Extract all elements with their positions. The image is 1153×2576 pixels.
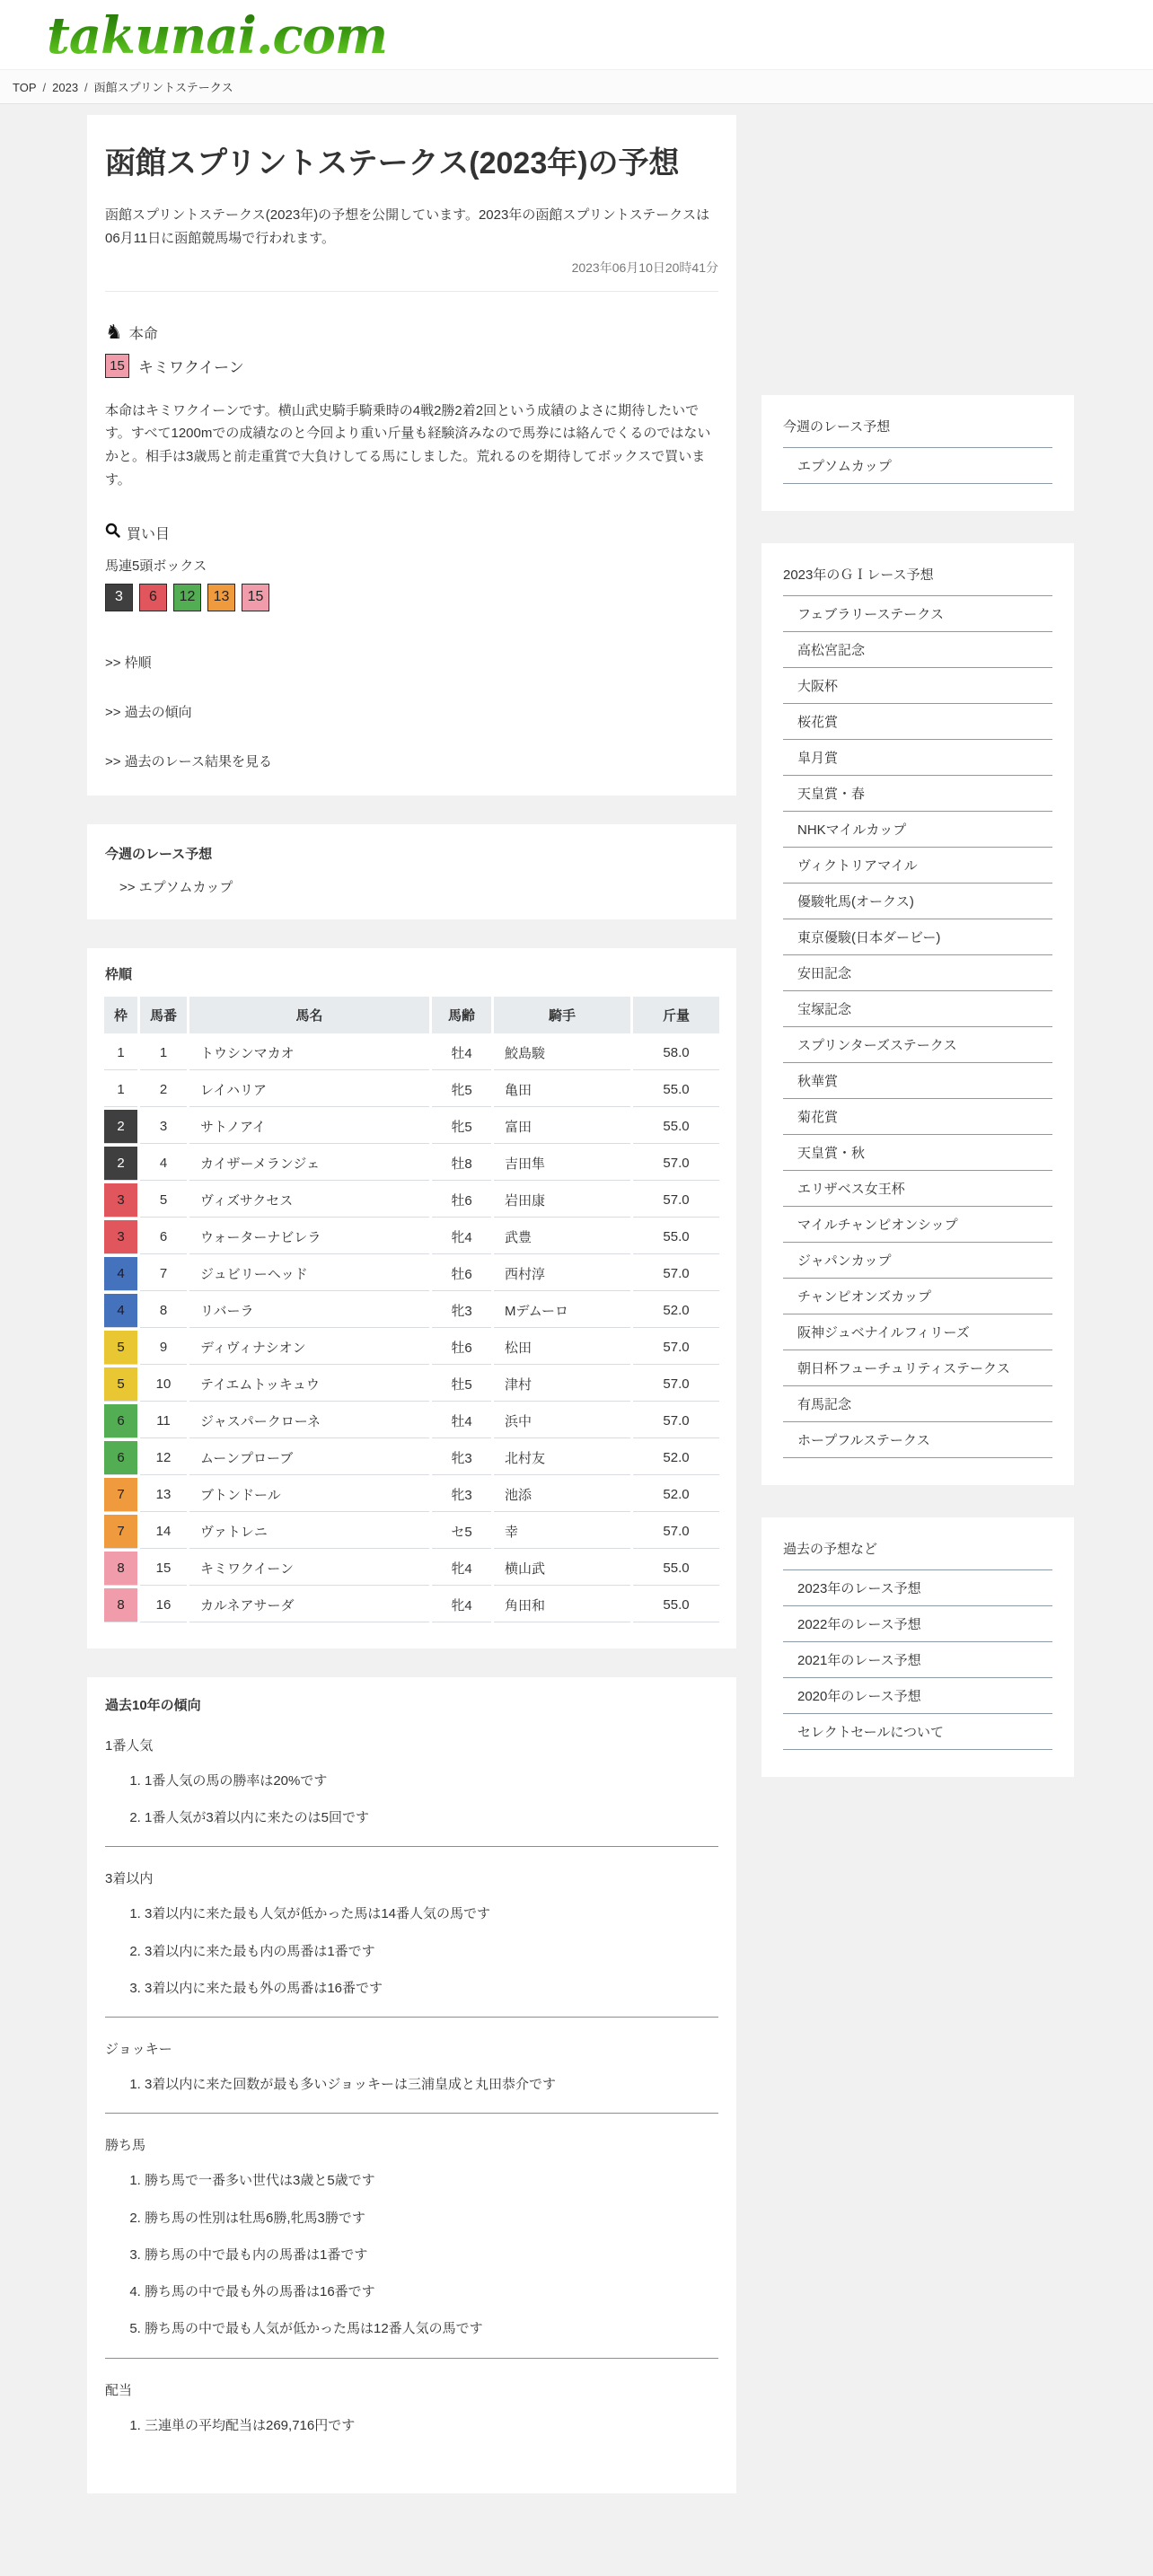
horse-age-cell: 牝5 bbox=[432, 1073, 491, 1107]
sidebar-item-link[interactable]: ヴィクトリアマイル bbox=[783, 848, 1052, 884]
table-row bbox=[104, 1588, 719, 1622]
trend-item: 2. 3着以内に来た最も内の馬番は1番です bbox=[145, 1941, 718, 1962]
jockey-cell: 津村 bbox=[494, 1367, 630, 1402]
sidebar-item-link[interactable]: チャンピオンズカップ bbox=[783, 1279, 1052, 1314]
weight-cell: 55.0 bbox=[633, 1110, 719, 1144]
horse-name-cell: レイハリア bbox=[189, 1073, 429, 1107]
trend-item: 5. 勝ち馬の中で最も人気が低かった馬は12番人気の馬です bbox=[145, 2318, 718, 2339]
column-header: 斤量 bbox=[633, 997, 719, 1033]
sidebar-list-item bbox=[783, 1027, 1052, 1063]
trend-list bbox=[105, 2170, 718, 2339]
divider bbox=[105, 1846, 718, 1847]
trend-list bbox=[105, 2415, 718, 2436]
sidebar-list-item bbox=[783, 919, 1052, 955]
weight-cell: 55.0 bbox=[633, 1552, 719, 1586]
waku-cell: 3 bbox=[104, 1183, 137, 1218]
weight-cell: 57.0 bbox=[633, 1147, 719, 1181]
sidebar-item-link[interactable]: 宝塚記念 bbox=[783, 991, 1052, 1027]
page-body bbox=[0, 104, 1153, 2576]
breadcrumb-separator: / bbox=[42, 80, 47, 94]
sidebar-list-item bbox=[783, 848, 1052, 884]
waku-cell: 8 bbox=[104, 1552, 137, 1586]
weight-cell: 57.0 bbox=[633, 1367, 719, 1402]
sidebar-list bbox=[783, 448, 1052, 484]
sidebar-item-link[interactable]: 東京優駿(日本ダービー) bbox=[783, 919, 1052, 955]
divider bbox=[105, 2017, 718, 2018]
jockey-cell: 吉田隼 bbox=[494, 1147, 630, 1181]
kaime-heading bbox=[105, 523, 718, 543]
table-row bbox=[104, 1404, 719, 1438]
sidebar-item-link[interactable]: エリザベス女王杯 bbox=[783, 1171, 1052, 1207]
horse-name-cell: ヴァトレニ bbox=[189, 1515, 429, 1549]
jockey-cell: 北村友 bbox=[494, 1441, 630, 1475]
jockey-cell: 横山武 bbox=[494, 1552, 630, 1586]
weight-cell: 58.0 bbox=[633, 1036, 719, 1070]
sidebar-box bbox=[761, 1517, 1074, 1777]
column-header: 騎手 bbox=[494, 997, 630, 1033]
breadcrumb-current: 函館スプリントステークス bbox=[93, 80, 233, 94]
weight-cell: 55.0 bbox=[633, 1073, 719, 1107]
table-row bbox=[104, 1552, 719, 1586]
sidebar-item-link[interactable]: 桜花賞 bbox=[783, 704, 1052, 740]
table-row bbox=[104, 1147, 719, 1181]
waku-cell: 2 bbox=[104, 1147, 137, 1181]
search-icon bbox=[105, 523, 120, 542]
waku-cell: 1 bbox=[104, 1036, 137, 1070]
table-row bbox=[104, 1073, 719, 1107]
jockey-cell: Mデムーロ bbox=[494, 1294, 630, 1328]
sidebar-list-item bbox=[783, 1386, 1052, 1422]
column-header: 枠 bbox=[104, 997, 137, 1033]
this-week-link[interactable]: >> エプソムカップ bbox=[119, 879, 233, 895]
honmei-pick bbox=[105, 354, 718, 378]
waku-cell: 7 bbox=[104, 1515, 137, 1549]
horse-age-cell: 牝3 bbox=[432, 1478, 491, 1512]
sidebar-list-item bbox=[783, 1570, 1052, 1606]
bet-pick-badge: 6 bbox=[139, 584, 167, 611]
bet-pick-badge: 15 bbox=[242, 584, 269, 611]
column-header: 馬齢 bbox=[432, 997, 491, 1033]
column-header: 馬名 bbox=[189, 997, 429, 1033]
sidebar-list-item bbox=[783, 1135, 1052, 1171]
horse-name-cell: サトノアイ bbox=[189, 1110, 429, 1144]
horse-age-cell: 牡6 bbox=[432, 1183, 491, 1218]
horse-number-cell: 14 bbox=[140, 1515, 187, 1549]
divider bbox=[105, 2113, 718, 2114]
sidebar-list-item bbox=[783, 991, 1052, 1027]
sidebar-item-link[interactable]: 天皇賞・秋 bbox=[783, 1135, 1052, 1171]
sidebar-list-item bbox=[783, 1422, 1052, 1458]
weight-cell: 57.0 bbox=[633, 1257, 719, 1291]
trends-body bbox=[105, 1736, 718, 2436]
jockey-cell: 鮫島駿 bbox=[494, 1036, 630, 1070]
trend-item: 1. 3着以内に来た最も人気が低かった馬は14番人気の馬です bbox=[145, 1903, 718, 1924]
trend-section-title: 1番人気 bbox=[105, 1737, 154, 1754]
sidebar-item-link[interactable]: 秋華賞 bbox=[783, 1063, 1052, 1099]
horse-age-cell: 牝3 bbox=[432, 1441, 491, 1475]
horse-name-cell: ジャスパークローネ bbox=[189, 1404, 429, 1438]
publish-date: 2023年06月10日20時41分 bbox=[571, 259, 718, 275]
sidebar-box-heading: 過去の予想など bbox=[783, 1539, 1052, 1570]
prediction-article-card bbox=[87, 115, 736, 796]
trends-heading: 過去10年の傾向 bbox=[105, 1697, 201, 1713]
horse-age-cell: 牝4 bbox=[432, 1552, 491, 1586]
honmei-horse-name: キミワクイーン bbox=[138, 358, 244, 376]
weight-cell: 57.0 bbox=[633, 1183, 719, 1218]
table-row bbox=[104, 1441, 719, 1475]
table-row bbox=[104, 1515, 719, 1549]
sidebar-list-item bbox=[783, 1207, 1052, 1243]
waku-cell: 4 bbox=[104, 1294, 137, 1328]
horse-name-cell: ジュビリーヘッド bbox=[189, 1257, 429, 1291]
trend-section-title: 配当 bbox=[105, 2382, 133, 2398]
sidebar-list-item bbox=[783, 1314, 1052, 1350]
site-header bbox=[0, 0, 1153, 69]
sidebar-box bbox=[761, 395, 1074, 511]
sidebar-item-link[interactable]: 2022年のレース予想 bbox=[783, 1606, 1052, 1642]
table-header-row bbox=[104, 997, 719, 1033]
jockey-cell: 西村淳 bbox=[494, 1257, 630, 1291]
sidebar-list-item bbox=[783, 1642, 1052, 1678]
article-link[interactable]: >> 枠順 bbox=[105, 655, 152, 671]
waku-cell: 5 bbox=[104, 1367, 137, 1402]
horse-number-cell: 15 bbox=[140, 1552, 187, 1586]
table-row bbox=[104, 1367, 719, 1402]
table-row bbox=[104, 1257, 719, 1291]
sidebar-list bbox=[783, 1570, 1052, 1750]
horse-name-cell: ヴィズサクセス bbox=[189, 1183, 429, 1218]
horse-number-cell: 13 bbox=[140, 1478, 187, 1512]
jockey-cell: 亀田 bbox=[494, 1073, 630, 1107]
trend-item: 3. 3着以内に来た最も外の馬番は16番です bbox=[145, 1978, 718, 1999]
column-header: 馬番 bbox=[140, 997, 187, 1033]
trend-list bbox=[105, 1903, 718, 1999]
bet-picks bbox=[105, 584, 718, 611]
sidebar-item-link[interactable]: 2023年のレース予想 bbox=[783, 1570, 1052, 1606]
sidebar-item-link[interactable]: 2021年のレース予想 bbox=[783, 1642, 1052, 1678]
sidebar-item-link[interactable]: 朝日杯フューチュリティステークス bbox=[783, 1350, 1052, 1386]
horse-name-cell: リバーラ bbox=[189, 1294, 429, 1328]
honmei-heading bbox=[105, 322, 718, 343]
weight-cell: 57.0 bbox=[633, 1331, 719, 1365]
sidebar-list-item bbox=[783, 1714, 1052, 1750]
sidebar-list-item bbox=[783, 1279, 1052, 1314]
sidebar-list-item bbox=[783, 884, 1052, 919]
horse-number-cell: 7 bbox=[140, 1257, 187, 1291]
sidebar-item-link[interactable]: マイルチャンピオンシップ bbox=[783, 1207, 1052, 1243]
bet-pick-badge: 12 bbox=[173, 584, 201, 611]
horse-number-cell: 5 bbox=[140, 1183, 187, 1218]
horse-age-cell: 牡4 bbox=[432, 1036, 491, 1070]
sidebar-list-item bbox=[783, 812, 1052, 848]
sidebar-list-item bbox=[783, 776, 1052, 812]
horse-number-cell: 12 bbox=[140, 1441, 187, 1475]
horse-number-cell: 6 bbox=[140, 1220, 187, 1254]
sidebar-item-link[interactable]: 安田記念 bbox=[783, 955, 1052, 991]
waku-cell: 8 bbox=[104, 1588, 137, 1622]
sidebar-item-link[interactable]: 阪神ジュベナイルフィリーズ bbox=[783, 1314, 1052, 1350]
trend-list bbox=[105, 2074, 718, 2095]
weight-cell: 52.0 bbox=[633, 1478, 719, 1512]
trend-list bbox=[105, 1771, 718, 1829]
horse-age-cell: セ5 bbox=[432, 1515, 491, 1549]
horse-name-cell: ブトンドール bbox=[189, 1478, 429, 1512]
this-week-heading: 今週のレース予想 bbox=[105, 846, 213, 862]
sidebar-box-heading: 2023年のＧＩレース予想 bbox=[783, 565, 1052, 596]
sidebar-list-item bbox=[783, 1063, 1052, 1099]
sidebar-item-link[interactable]: 大阪杯 bbox=[783, 668, 1052, 704]
sidebar-item-link[interactable]: ジャパンカップ bbox=[783, 1243, 1052, 1279]
jockey-cell: 池添 bbox=[494, 1478, 630, 1512]
trends-card bbox=[87, 1677, 736, 2493]
main-column bbox=[87, 115, 736, 2522]
horse-name-cell: トウシンマカオ bbox=[189, 1036, 429, 1070]
waku-cell: 2 bbox=[104, 1110, 137, 1144]
table-row bbox=[104, 1294, 719, 1328]
sidebar-list-item bbox=[783, 955, 1052, 991]
horse-name-cell: ディヴィナシオン bbox=[189, 1331, 429, 1365]
table-row bbox=[104, 1331, 719, 1365]
sidebar-item-link[interactable]: スプリンターズステークス bbox=[783, 1027, 1052, 1063]
sidebar-item-link[interactable]: セレクトセールについて bbox=[783, 1714, 1052, 1750]
bet-pick-badge: 13 bbox=[207, 584, 235, 611]
sidebar-list-item bbox=[783, 1606, 1052, 1642]
waku-cell: 6 bbox=[104, 1441, 137, 1475]
honmei-number-badge: 15 bbox=[105, 354, 129, 378]
trend-item: 2. 勝ち馬の性別は牡馬6勝,牝馬3勝です bbox=[145, 2208, 718, 2229]
horse-number-cell: 4 bbox=[140, 1147, 187, 1181]
trend-item: 1. 三連単の平均配当は269,716円です bbox=[145, 2415, 718, 2436]
sidebar-item-link[interactable]: フェブラリーステークス bbox=[783, 596, 1052, 632]
horse-age-cell: 牡4 bbox=[432, 1404, 491, 1438]
sidebar bbox=[761, 115, 1074, 1809]
waku-cell: 1 bbox=[104, 1073, 137, 1107]
trend-item: 4. 勝ち馬の中で最も外の馬番は16番です bbox=[145, 2281, 718, 2302]
table-row bbox=[104, 1110, 719, 1144]
waku-cell: 3 bbox=[104, 1220, 137, 1254]
horse-name-cell: カイザーメランジェ bbox=[189, 1147, 429, 1181]
horse-age-cell: 牝3 bbox=[432, 1294, 491, 1328]
horse-name-cell: テイエムトッキュウ bbox=[189, 1367, 429, 1402]
divider bbox=[105, 291, 718, 292]
this-week-card bbox=[87, 824, 736, 919]
horse-name-cell: ウォーターナビレラ bbox=[189, 1220, 429, 1254]
sidebar-list-item bbox=[783, 596, 1052, 632]
jockey-cell: 松田 bbox=[494, 1331, 630, 1365]
horse-head-icon: ♞ bbox=[105, 321, 123, 344]
horse-name-cell: キミワクイーン bbox=[189, 1552, 429, 1586]
article-link[interactable]: >> 過去のレース結果を見る bbox=[105, 753, 272, 769]
sidebar-item-link[interactable]: 優駿牝馬(オークス) bbox=[783, 884, 1052, 919]
waku-cell: 7 bbox=[104, 1478, 137, 1512]
bet-type: 馬連5頭ボックス bbox=[105, 558, 207, 574]
horse-number-cell: 8 bbox=[140, 1294, 187, 1328]
sidebar-item-link[interactable]: ホープフルステークス bbox=[783, 1422, 1052, 1458]
weight-cell: 55.0 bbox=[633, 1588, 719, 1622]
trend-item: 1. 1番人気の馬の勝率は20%です bbox=[145, 1771, 718, 1791]
horse-age-cell: 牝5 bbox=[432, 1110, 491, 1144]
jockey-cell: 角田和 bbox=[494, 1588, 630, 1622]
horse-number-cell: 1 bbox=[140, 1036, 187, 1070]
horse-name-cell: カルネアサーダ bbox=[189, 1588, 429, 1622]
sidebar-item-link[interactable]: エプソムカップ bbox=[783, 448, 1052, 484]
horse-number-cell: 3 bbox=[140, 1110, 187, 1144]
weight-cell: 52.0 bbox=[633, 1294, 719, 1328]
trend-item: 2. 1番人気が3着以内に来たのは5回です bbox=[145, 1807, 718, 1828]
page-title: 函館スプリントステークス(2023年)の予想 bbox=[105, 145, 680, 180]
sidebar-list-item bbox=[783, 1243, 1052, 1279]
horse-number-cell: 9 bbox=[140, 1331, 187, 1365]
horse-age-cell: 牝4 bbox=[432, 1588, 491, 1622]
breadcrumb bbox=[0, 69, 1153, 104]
sidebar-item-link[interactable]: NHKマイルカップ bbox=[783, 812, 1052, 848]
honmei-comment: 本命はキミワクイーンです。横山武史騎手騎乗時の4戦2勝2着2回という成績のよさに期待したいです。すべて1200mでの成績なのと今回より重い斤量も経験済みなので馬券には絡んでくるのではないかと。相手は3歳馬と前走重賞で大負けしてる馬にしました。荒れるのを期待してボックスで買います。 bbox=[105, 402, 711, 488]
table-row bbox=[104, 1478, 719, 1512]
weight-cell: 52.0 bbox=[633, 1441, 719, 1475]
horse-age-cell: 牡6 bbox=[432, 1257, 491, 1291]
sidebar-list-item bbox=[783, 668, 1052, 704]
weight-cell: 55.0 bbox=[633, 1220, 719, 1254]
table-row bbox=[104, 1183, 719, 1218]
sidebar-list-item bbox=[783, 1350, 1052, 1386]
kaime-label: 買い目 bbox=[127, 526, 171, 542]
sidebar-item-link[interactable]: 天皇賞・春 bbox=[783, 776, 1052, 812]
table-row bbox=[104, 1036, 719, 1070]
article-description: 函館スプリントステークス(2023年)の予想を公開しています。2023年の函館スプリントステークスは06月11日に函館競馬場で行われます。 bbox=[105, 207, 710, 247]
jockey-cell: 武豊 bbox=[494, 1220, 630, 1254]
trend-section-title: 勝ち馬 bbox=[105, 2138, 146, 2154]
sidebar-item-link[interactable]: 2020年のレース予想 bbox=[783, 1678, 1052, 1714]
sidebar-list bbox=[783, 596, 1052, 1458]
weight-cell: 57.0 bbox=[633, 1404, 719, 1438]
article-link[interactable]: >> 過去の傾向 bbox=[105, 704, 192, 720]
horse-age-cell: 牡5 bbox=[432, 1367, 491, 1402]
sidebar-list-item bbox=[783, 740, 1052, 776]
sidebar-box-heading: 今週のレース予想 bbox=[783, 417, 1052, 448]
sidebar-list-item bbox=[783, 448, 1052, 484]
horse-number-cell: 11 bbox=[140, 1404, 187, 1438]
sidebar-item-link[interactable]: 皐月賞 bbox=[783, 740, 1052, 776]
sidebar-box bbox=[761, 543, 1074, 1485]
jockey-cell: 浜中 bbox=[494, 1404, 630, 1438]
sidebar-list-item bbox=[783, 632, 1052, 668]
weight-cell: 57.0 bbox=[633, 1515, 719, 1549]
sidebar-item-link[interactable]: 有馬記念 bbox=[783, 1386, 1052, 1422]
breadcrumb-link[interactable]: TOP bbox=[13, 80, 37, 94]
sidebar-list-item bbox=[783, 1099, 1052, 1135]
horse-age-cell: 牝4 bbox=[432, 1220, 491, 1254]
trend-item: 1. 勝ち馬で一番多い世代は3歳と5歳です bbox=[145, 2170, 718, 2191]
horse-name-cell: ムーンプローブ bbox=[189, 1441, 429, 1475]
wakujun-heading: 枠順 bbox=[105, 966, 133, 982]
waku-cell: 4 bbox=[104, 1257, 137, 1291]
divider bbox=[105, 2358, 718, 2359]
jockey-cell: 幸 bbox=[494, 1515, 630, 1549]
trend-item: 1. 3着以内に来た回数が最も多いジョッキーは三浦皇成と丸田恭介です bbox=[145, 2074, 718, 2095]
sidebar-item-link[interactable]: 菊花賞 bbox=[783, 1099, 1052, 1135]
site-logo[interactable]: takunai.com bbox=[47, 4, 387, 69]
horse-age-cell: 牡8 bbox=[432, 1147, 491, 1181]
jockey-cell: 富田 bbox=[494, 1110, 630, 1144]
waku-cell: 6 bbox=[104, 1404, 137, 1438]
table-row bbox=[104, 1220, 719, 1254]
trend-item: 3. 勝ち馬の中で最も内の馬番は1番です bbox=[145, 2245, 718, 2265]
horse-number-cell: 2 bbox=[140, 1073, 187, 1107]
sidebar-item-link[interactable]: 高松宮記念 bbox=[783, 632, 1052, 668]
article-links bbox=[105, 653, 718, 770]
sidebar-list-item bbox=[783, 1678, 1052, 1714]
breadcrumb-separator: / bbox=[84, 80, 88, 94]
trend-section-title: ジョッキー bbox=[105, 2042, 172, 2058]
bet-pick-badge: 3 bbox=[105, 584, 133, 611]
entry-table bbox=[101, 994, 722, 1625]
wakujun-card bbox=[87, 948, 736, 1648]
breadcrumb-link[interactable]: 2023 bbox=[52, 80, 79, 94]
jockey-cell: 岩田康 bbox=[494, 1183, 630, 1218]
horse-age-cell: 牡6 bbox=[432, 1331, 491, 1365]
sidebar-list-item bbox=[783, 1171, 1052, 1207]
sidebar-list-item bbox=[783, 704, 1052, 740]
horse-number-cell: 10 bbox=[140, 1367, 187, 1402]
honmei-label: 本命 bbox=[128, 326, 158, 342]
waku-cell: 5 bbox=[104, 1331, 137, 1365]
horse-number-cell: 16 bbox=[140, 1588, 187, 1622]
trend-section-title: 3着以内 bbox=[105, 1871, 154, 1887]
